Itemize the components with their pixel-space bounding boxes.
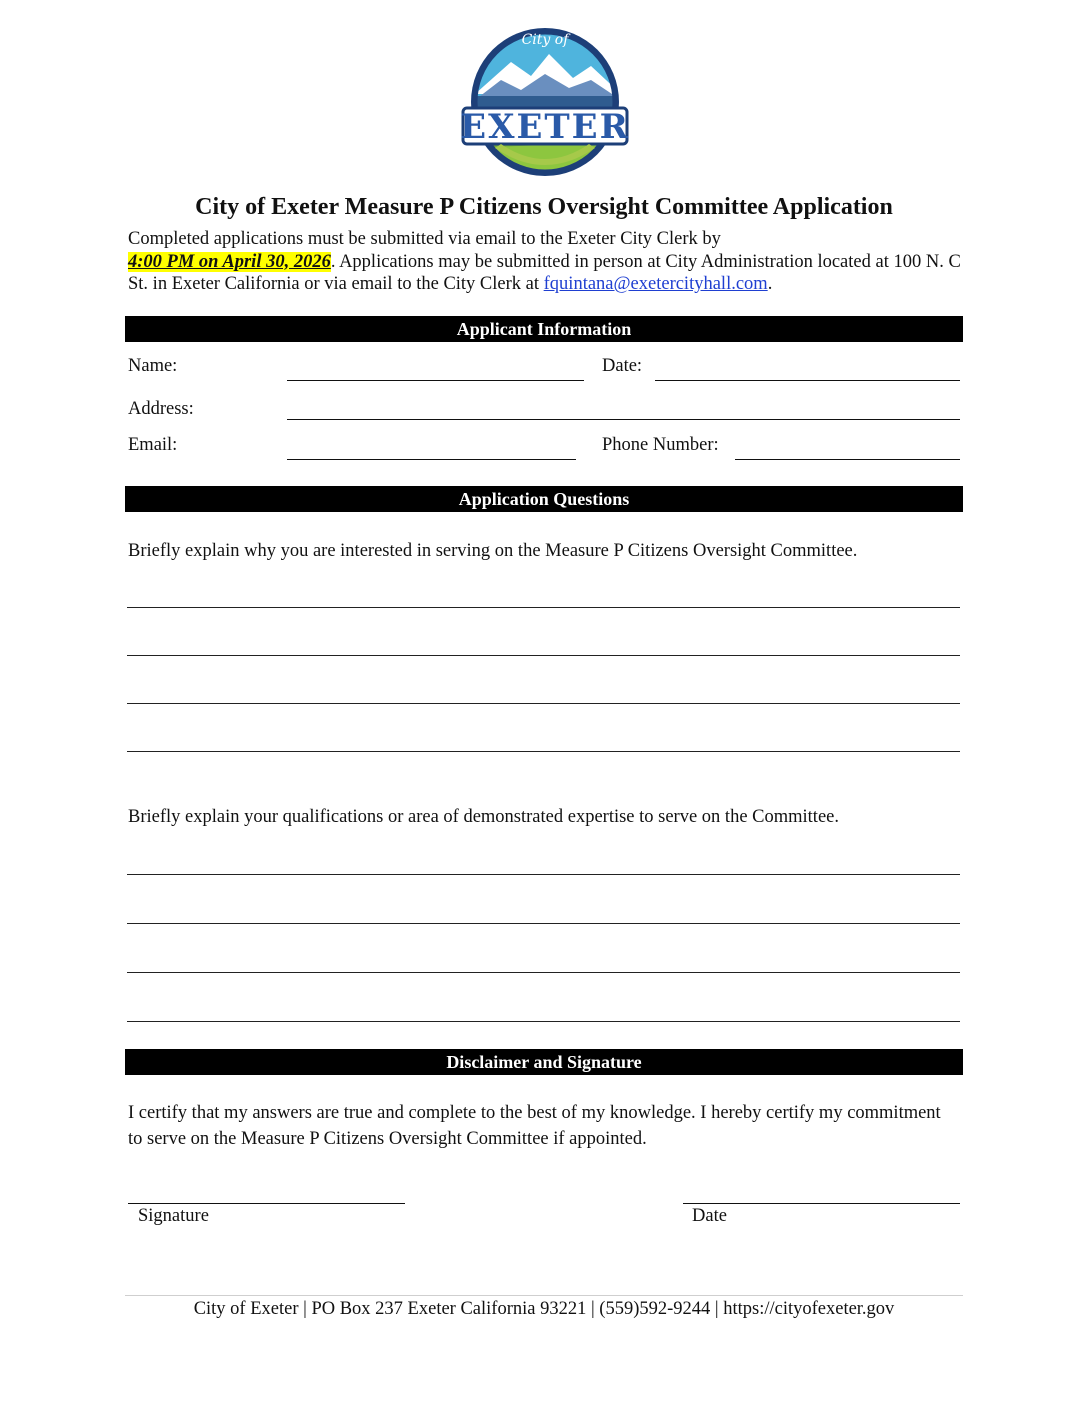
email-field[interactable] <box>287 459 576 460</box>
disclaimer-text: I certify that my answers are true and complete to the best of my knowledge. I hereby certify my commitment to serve on the Measure P Citizens Oversight Committee if appointed. <box>128 1103 941 1149</box>
question-1-text: Briefly explain why you are interested in serving on the Measure P Citizens Oversight Committee. <box>128 541 858 561</box>
question-1-answer-line[interactable] <box>127 703 960 704</box>
section-header-questions: Application Questions <box>125 486 963 512</box>
logo-top-text: City of <box>521 32 569 48</box>
question-2-answer-line[interactable] <box>127 923 960 924</box>
deadline-highlight: 4:00 PM on April 30, 2026 <box>128 251 331 272</box>
svg-text:EXETER: EXETER <box>461 107 629 147</box>
section-header-applicant: Applicant Information <box>125 316 963 342</box>
page-title: City of Exeter Measure P Citizens Oversight Committee Application <box>195 194 893 220</box>
question-1-answer-line[interactable] <box>127 751 960 752</box>
footer-text: City of Exeter | PO Box 237 Exeter California 93221 | (559)592-9244 | https://cityofexeter.gov <box>193 1299 895 1319</box>
signature-label: Signature <box>138 1206 209 1226</box>
footer-divider <box>125 1295 963 1296</box>
date-label: Date: <box>602 356 643 376</box>
city-logo <box>461 24 629 184</box>
question-2-answer-line[interactable] <box>127 972 960 973</box>
intro-line2: . Applications may be submitted in person at City Administration located at 100 N. C St. in Exeter California or via email to the City Clerk at <box>128 251 961 294</box>
intro-paragraph: Completed applications must be submitted via email to the Exeter City Clerk by 4:00 PM on April 30, 2026. Applications may be submitted in person at City Administration located at 100 N. C St. in Exeter California or via email to the City Clerk at fquintana@exetercityhall.com. <box>128 229 961 294</box>
question-1-answer-line[interactable] <box>127 655 960 656</box>
name-label: Name: <box>128 356 178 376</box>
signature-date-label: Date <box>692 1206 727 1226</box>
signature-line[interactable] <box>128 1203 405 1204</box>
phone-label: Phone Number: <box>602 435 719 455</box>
question-2-answer-line[interactable] <box>127 1021 960 1022</box>
name-field[interactable] <box>287 380 584 381</box>
clerk-email-link[interactable]: fquintana@exetercityhall.com <box>543 274 768 294</box>
question-2-answer-line[interactable] <box>127 874 960 875</box>
question-2-text: Briefly explain your qualifications or area of demonstrated expertise to serve on the Committee. <box>128 807 839 827</box>
intro-line1: Completed applications must be submitted via email to the Exeter City Clerk by <box>128 229 721 249</box>
date-field[interactable] <box>655 380 960 381</box>
email-label: Email: <box>128 435 178 455</box>
section-header-disclaimer: Disclaimer and Signature <box>125 1049 963 1075</box>
question-1-answer-line[interactable] <box>127 607 960 608</box>
address-field[interactable] <box>287 419 960 420</box>
address-label: Address: <box>128 399 194 419</box>
signature-date-line[interactable] <box>683 1203 960 1204</box>
phone-field[interactable] <box>735 459 960 460</box>
